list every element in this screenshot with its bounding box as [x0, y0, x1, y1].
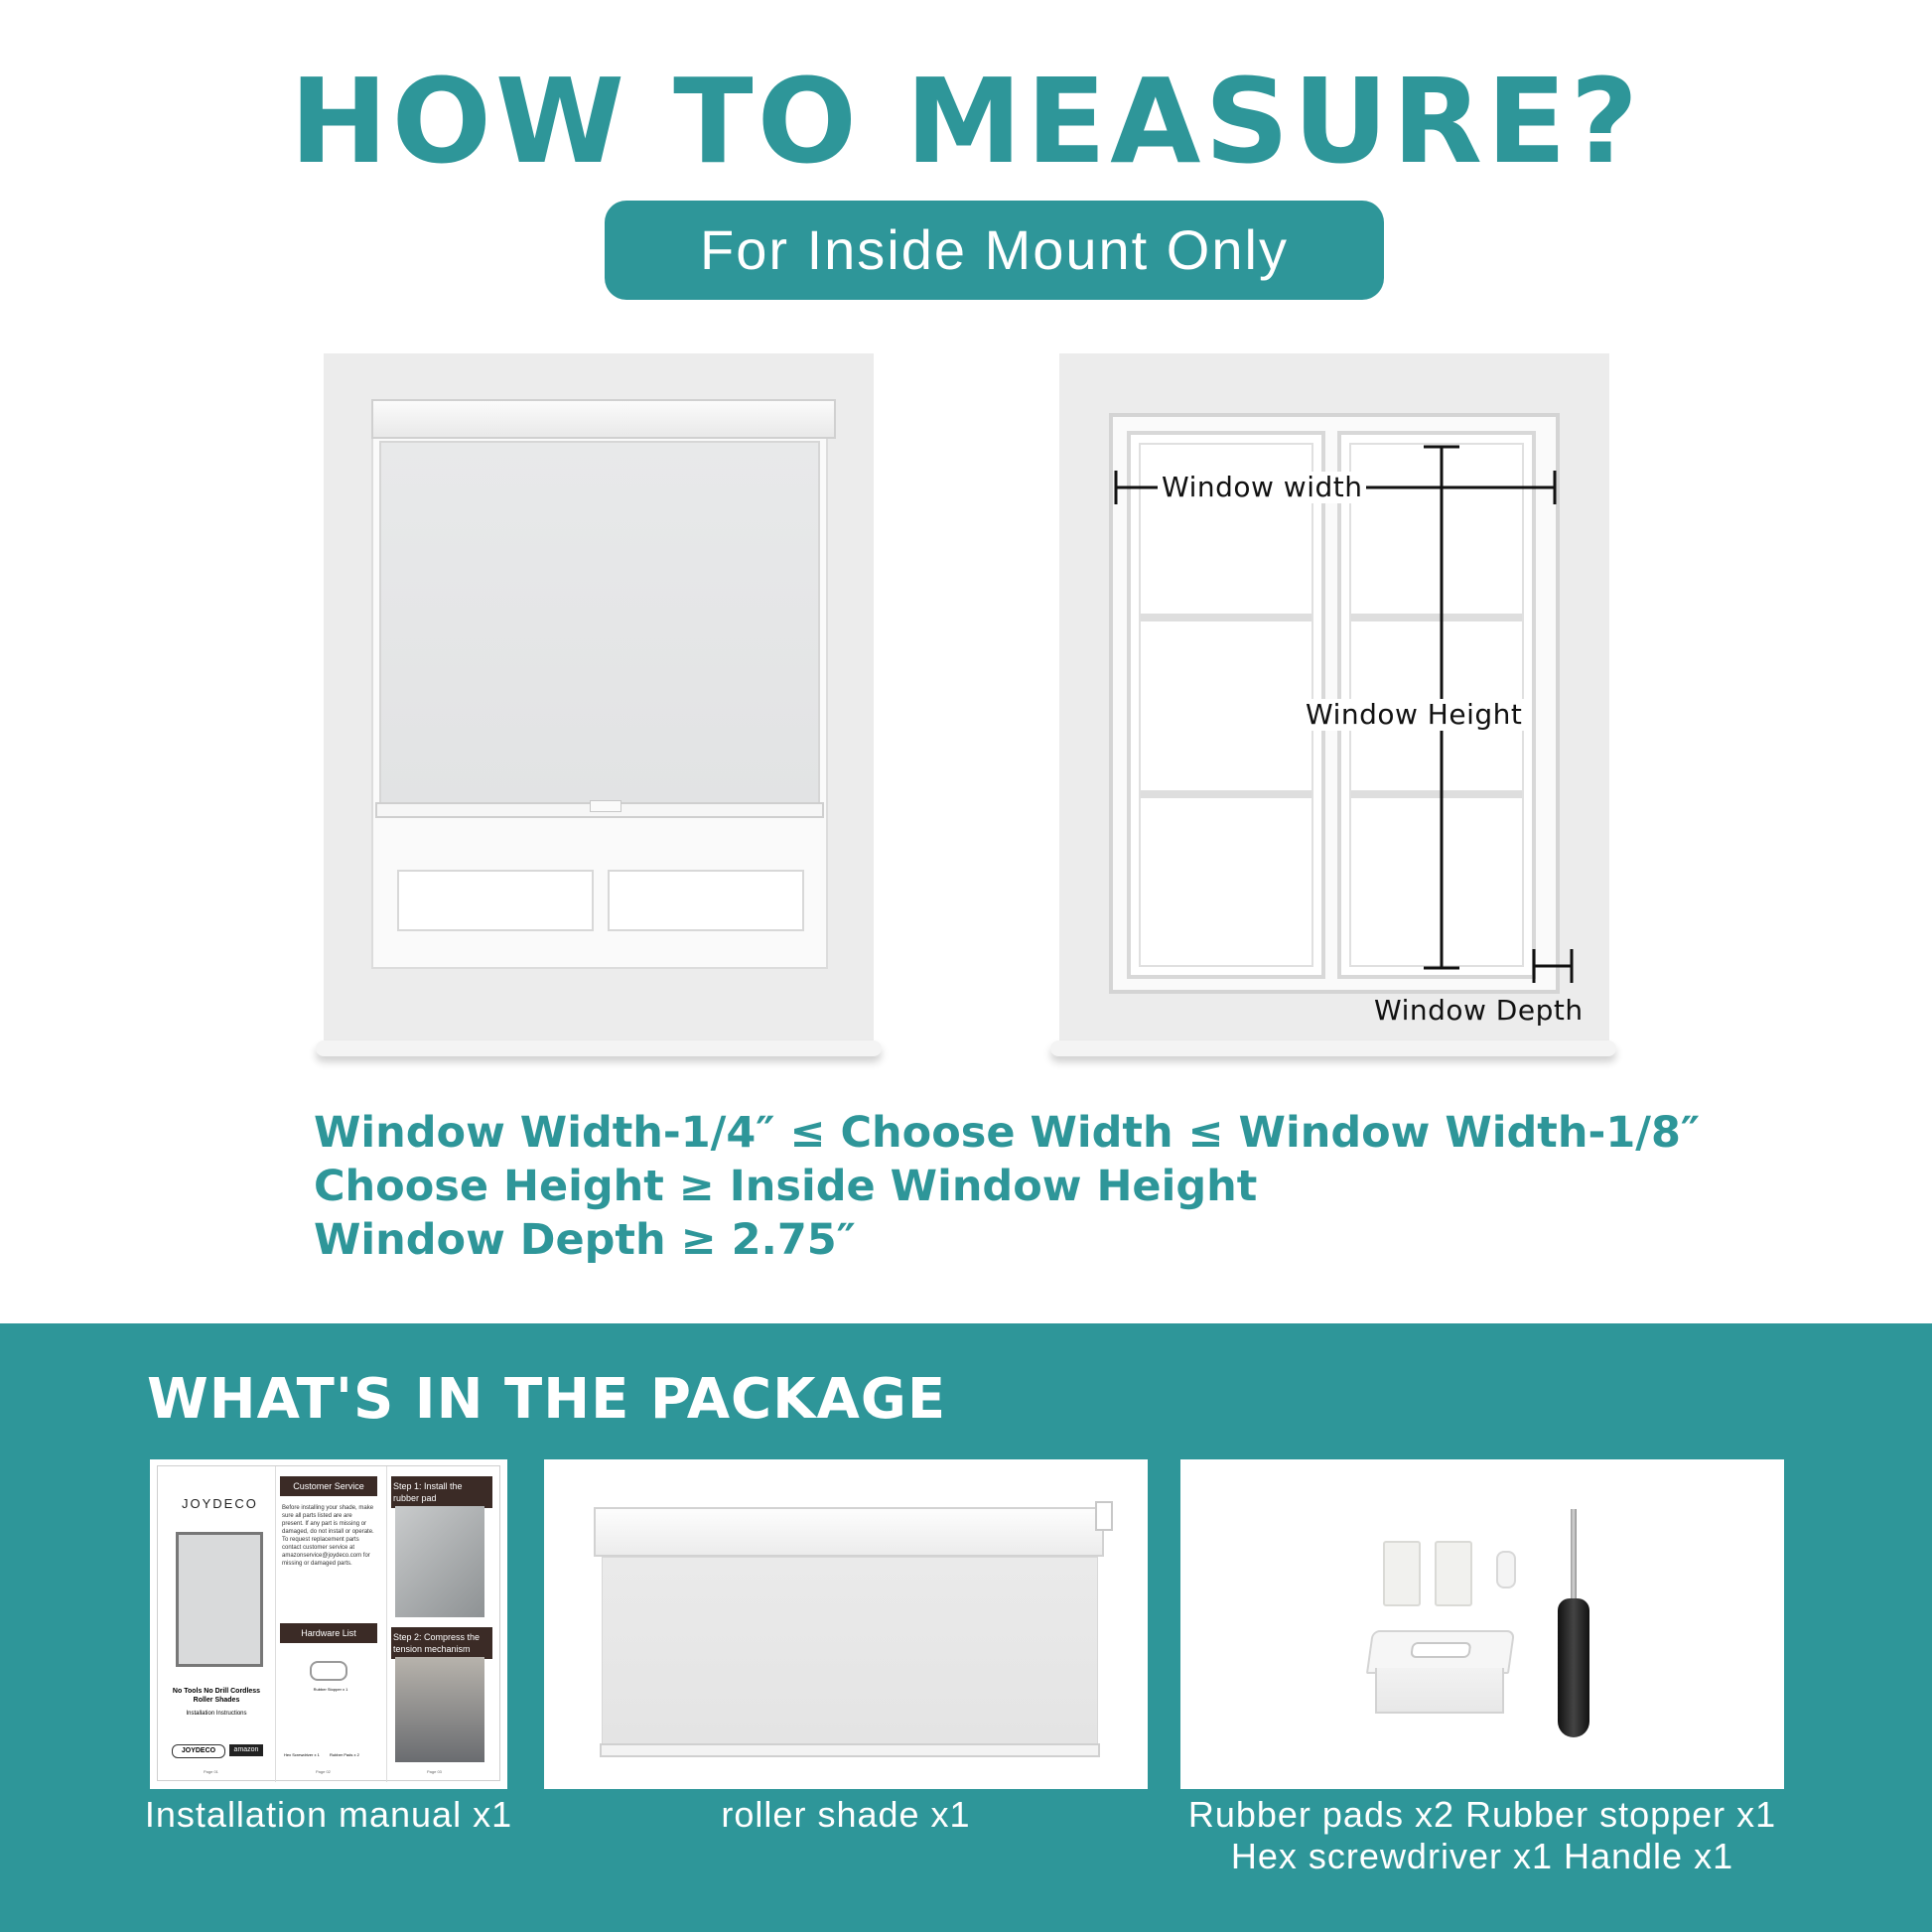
rubber-pad — [1435, 1541, 1472, 1606]
page-number: Page 02 — [316, 1769, 331, 1774]
page-title: HOW TO MEASURE? — [289, 53, 1643, 190]
manual-service-page — [275, 1466, 381, 1782]
manual-leaflet — [157, 1465, 500, 1781]
page-number: Page 03 — [427, 1769, 442, 1774]
manual-card — [150, 1459, 507, 1789]
window-height-label: Window Height — [1306, 698, 1523, 731]
hardware-card — [1180, 1459, 1784, 1789]
window-depth-label: Window Depth — [1374, 994, 1584, 1027]
rubber-pads-label: Rubber Pads x 2 — [330, 1752, 359, 1757]
rubber-pad — [1383, 1541, 1421, 1606]
step-1-heading: Step 1: Install the rubber pad — [391, 1476, 492, 1508]
hardware-caption-line-1: Rubber pads x2 Rubber stopper x1 — [1187, 1794, 1777, 1835]
amazon-badge: amazon — [229, 1744, 263, 1756]
width-rule: Window Width-1/4″ ≤ Choose Width ≤ Window Width-1/8″ — [314, 1108, 1701, 1158]
step-2-photo — [395, 1657, 484, 1762]
hardware-caption-line-2: Hex screwdriver x1 Handle x1 — [1230, 1836, 1734, 1876]
manual-brand: JOYDECO — [182, 1496, 258, 1511]
rubber-stopper — [1496, 1551, 1516, 1588]
screwdriver-shaft — [1571, 1509, 1577, 1602]
shade-end-bracket — [1095, 1501, 1113, 1531]
window-width-label: Window width — [1158, 472, 1366, 503]
mount-type-badge: For Inside Mount Only — [605, 201, 1384, 300]
height-rule: Choose Height ≥ Inside Window Height — [314, 1162, 1258, 1211]
customer-service-heading: Customer Service — [280, 1476, 377, 1496]
manual-footer-brand: JOYDECO — [172, 1744, 225, 1758]
handle-base — [1375, 1668, 1504, 1714]
hardware-list-heading: Hardware List — [280, 1623, 377, 1643]
package-title: WHAT'S IN THE PACKAGE — [147, 1367, 947, 1432]
step-1-photo — [395, 1506, 484, 1617]
hex-screwdriver-label: Hex Screwdriver x 1 — [284, 1752, 320, 1757]
manual-caption: Installation manual x1 — [144, 1794, 513, 1835]
manual-steps-page — [386, 1466, 492, 1782]
screwdriver-handle — [1558, 1598, 1589, 1737]
handle-slot — [1410, 1642, 1471, 1658]
rubber-stopper-sketch — [310, 1661, 347, 1681]
manual-instructions-label: Installation Instructions — [186, 1711, 247, 1717]
roller-shade-caption: roller shade x1 — [721, 1794, 971, 1835]
step-2-heading: Step 2: Compress the tension mechanism — [391, 1627, 492, 1659]
manual-cover — [164, 1466, 269, 1782]
page-number: Page 01 — [204, 1769, 218, 1774]
depth-rule: Window Depth ≥ 2.75″ — [314, 1215, 856, 1265]
roller-shade-card — [544, 1459, 1148, 1789]
shade-headrail — [594, 1507, 1104, 1557]
rubber-stopper-label: Rubber Stopper x 1 — [313, 1687, 348, 1692]
shade-bottom-rail — [600, 1743, 1100, 1757]
shade-fabric — [602, 1557, 1098, 1745]
customer-service-text: Before installing your shade, make sure all parts listed are are present. If any part is missing or damaged, do not install or operate. To request replacement parts contact customer service at amazonservice@joydeco.com for missing or damaged parts. — [282, 1505, 374, 1567]
manual-cover-photo — [176, 1532, 263, 1667]
manual-product-name: No Tools No Drill Cordless Roller Shades — [172, 1688, 261, 1704]
